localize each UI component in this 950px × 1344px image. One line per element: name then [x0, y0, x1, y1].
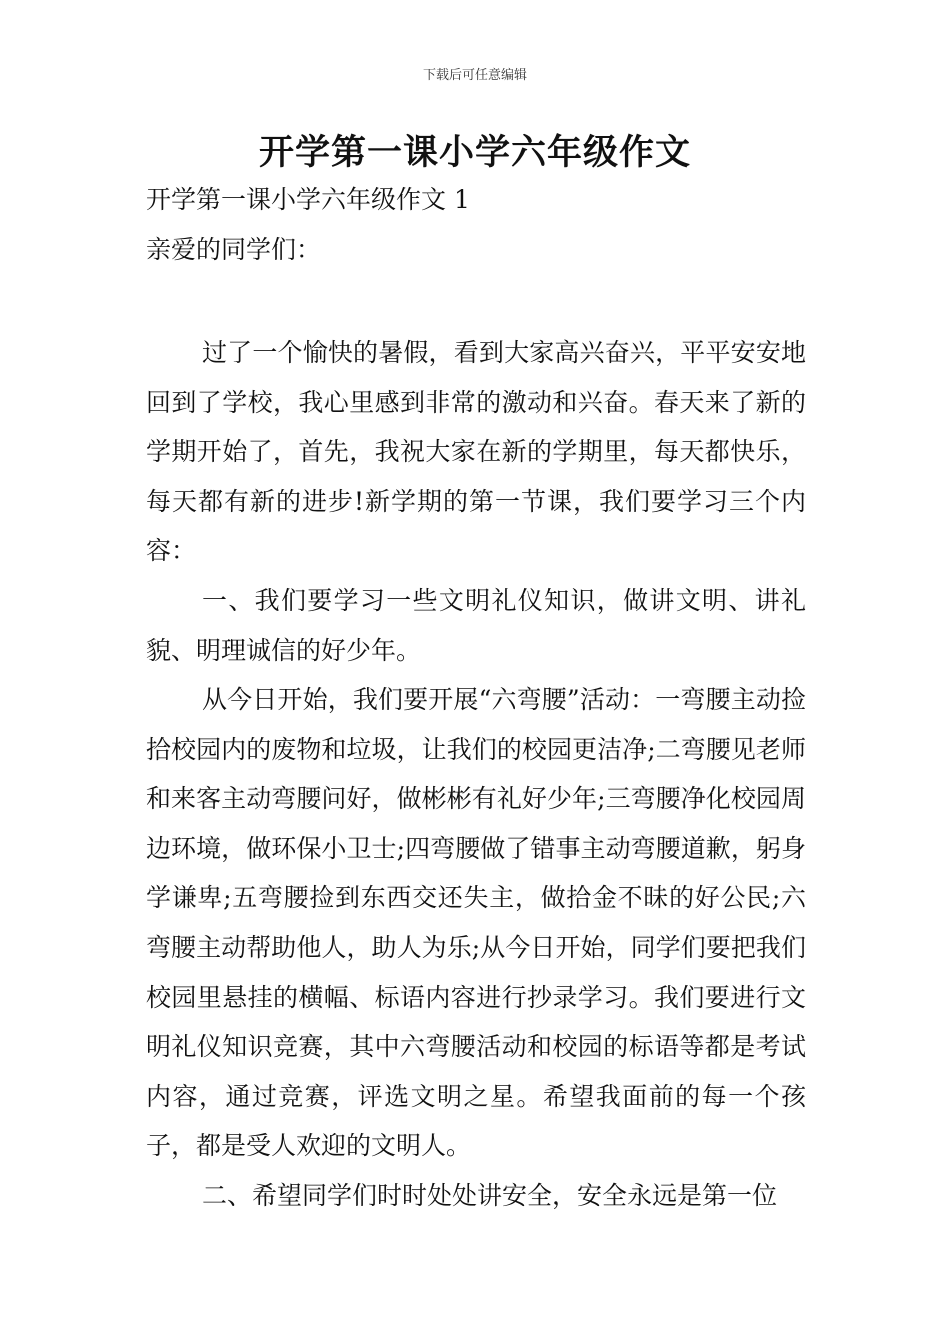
paragraph-point-two: 二、希望同学们时时处处讲安全，安全永远是第一位 [202, 1181, 778, 1210]
document-title: 开学第一课小学六年级作文 [258, 133, 691, 173]
paragraph-intro: 过了一个愉快的暑假，看到大家高兴奋兴，平平安安地回到了学校，我心里感到非常的激动和兴奋。春天来了新的学期开始了，首先，我祝大家在新的学期里，每天都快乐，每天都有新的进步!新学期的第一节课，我们要学习三个内容： [146, 338, 806, 566]
paragraph-six-bends: 从今日开始，我们要开展“六弯腰”活动：一弯腰主动捡拾校园内的废物和垃圾，让我们的校园更洁净;二弯腰见老师和来客主动弯腰问好，做彬彬有礼好少年;三弯腰净化校园周边环境，做环保小卫士;四弯腰做了错事主动弯腰道歉，躬身学谦卑;五弯腰捡到东西交还失主，做拾金不昧的好公民;六弯腰主动帮助他人，助人为乐;从今日开始，同学们要把我们校园里悬挂的横幅、标语内容进行抄录学习。我们要进行文明礼仪知识竞赛，其中六弯腰活动和校园的标语等都是考试内容，通过竞赛，评选文明之星。希望我面前的每一个孩子，都是受人欢迎的文明人。 [146, 685, 806, 1161]
salutation: 亲爱的同学们： [146, 235, 322, 264]
paragraph-point-one: 一、我们要学习一些文明礼仪知识，做讲文明、讲礼貌、明理诚信的好少年。 [146, 586, 806, 665]
page-header-note: 下载后可任意编辑 [422, 68, 527, 83]
document-subtitle: 开学第一课小学六年级作文 1 [146, 185, 470, 214]
